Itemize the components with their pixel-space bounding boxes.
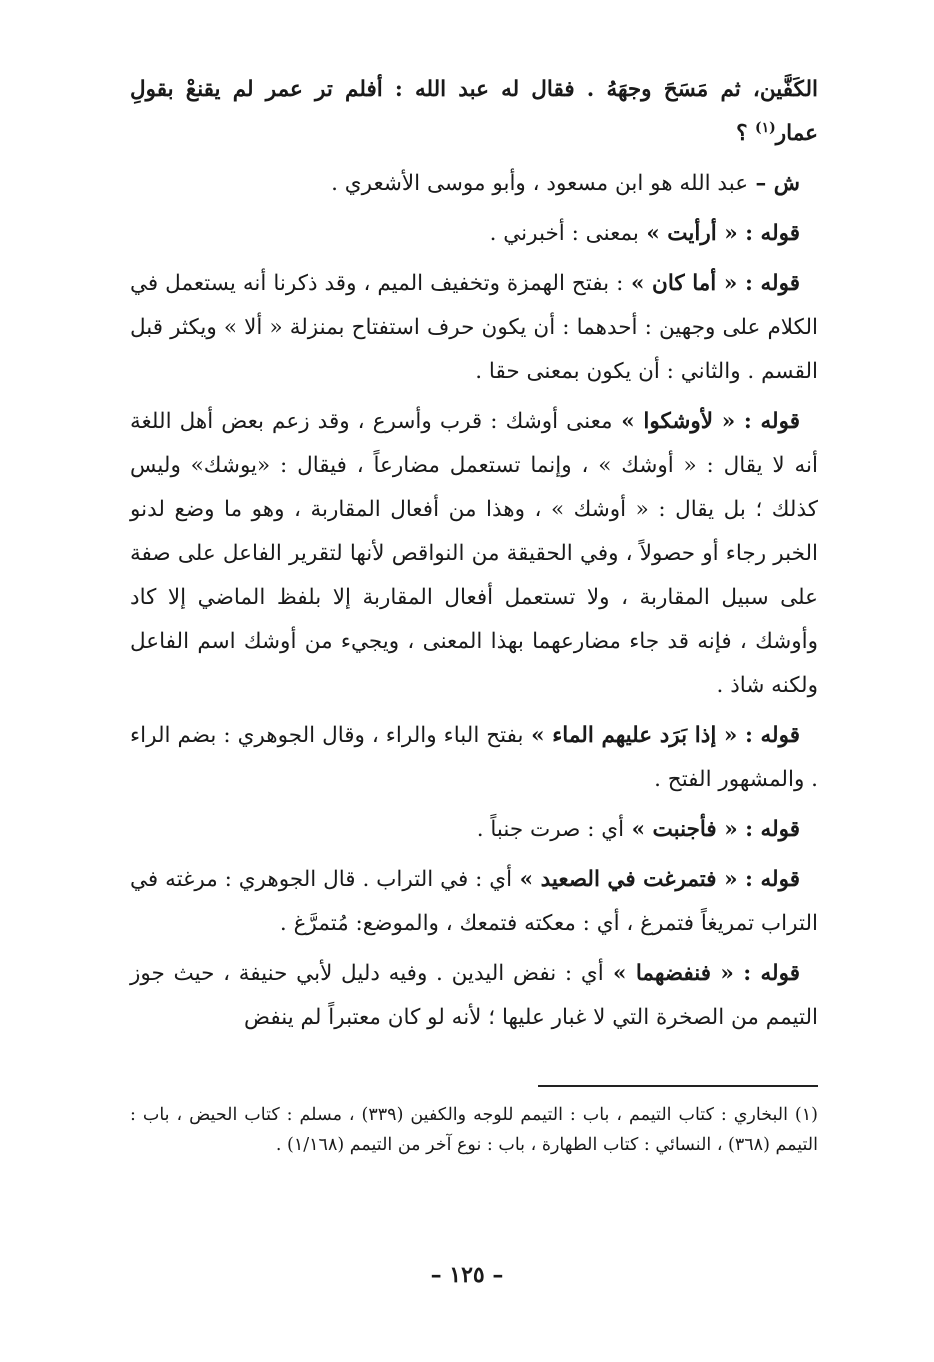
footnote-1: (١) البخاري : كتاب التيمم ، باب : التيمم للوجه والكفين (٣٣٩) ، مسلم : كتاب الحيض ، باب : التيمم (٣٦٨) ، النسائي : كتاب الطهارة ، باب : نوع آخر من التيمم (١/١٦٨) . <box>130 1105 818 1155</box>
paragraph-6-text: بفتح الباء والراء ، وقال الجوهري : بضم الراء . والمشهور الفتح . <box>130 723 818 792</box>
paragraph-2-text: عبد الله هو ابن مسعود ، وأبو موسى الأشعري . <box>331 171 749 196</box>
paragraph-9-lead: قوله : « فنفضهما » <box>603 961 800 986</box>
paragraph-7 <box>130 808 818 852</box>
paragraph-4-lead: قوله : « أما كان » <box>623 271 800 296</box>
paragraph-8-text: أي : في التراب . قال الجوهري : مرغته في التراب تمريغاً فتمرغ ، أي : معكته فتمعك ، والموضع: مُتمرَّغ . <box>130 867 818 936</box>
paragraph-1 <box>130 68 818 156</box>
paragraph-7-lead: قوله : « فأجنبت » <box>624 817 800 842</box>
paragraph-3-text: بمعنى : أخبرني . <box>489 221 639 246</box>
paragraph-1-text: الكَفَّين، ثم مَسَحَ وجهَهُ . فقال له عبد الله : أفلم تر عمر لم يقنعْ بقولِ عمار <box>130 77 818 146</box>
paragraph-4-text: : بفتح الهمزة وتخفيف الميم ، وقد ذكرنا أنه يستعمل في الكلام على وجهين : أحدهما : أن يكون حرف استفتاح بمنزلة « ألا » ويكثر قبل القسم . والثاني : أن يكون بمعنى حقا . <box>130 271 818 384</box>
paragraph-8-lead: قوله : « فتمرغت في الصعيد » <box>512 867 800 892</box>
main-text <box>130 68 818 1040</box>
paragraph-5 <box>130 400 818 708</box>
paragraph-2 <box>130 162 818 206</box>
footnotes <box>130 1100 818 1160</box>
paragraph-1-tail: ؟ <box>736 121 756 146</box>
paragraph-5-text: معنى أوشك : قرب وأسرع ، وقد زعم بعض أهل اللغة أنه لا يقال : « أوشك » ، وإنما تستعمل مضارعاً ، فيقال : «يوشك» وليس كذلك ؛ بل يقال : « أوشك » ، وهذا من أفعال المقاربة ، وهو ما وضع لدنو الخبر رجاء أو حصولاً ، وفي الحقيقة من النواقص لأنها لتقرير الفاعل على صفة على سبيل المقاربة ، ولا تستعمل أفعال المقاربة إلا بلفظ الماضي إلا كاد وأوشك ، فإنه قد جاء مضارعهما بهذا المعنى ، ويجيء من أوشك اسم الفاعل ولكنه شاذ . <box>130 409 818 698</box>
paragraph-6-lead: قوله : « إذا بَرَد عليهم الماء » <box>523 723 800 748</box>
paragraph-7-text: أي : صرت جنباً . <box>476 817 625 842</box>
paragraph-2-lead: ش – <box>748 171 800 196</box>
footnote-reference: (١) <box>755 119 776 136</box>
paragraph-3 <box>130 212 818 256</box>
paragraph-6 <box>130 714 818 802</box>
footnote-separator <box>538 1085 818 1087</box>
page-number: – ١٢٥ – <box>430 1262 504 1288</box>
paragraph-9-text: أي : نفض اليدين . وفيه دليل لأبي حنيفة ، حيث جوز التيمم من الصخرة التي لا غبار عليها ؛ لأنه لو كان معتبراً لم ينفض <box>130 961 818 1030</box>
paragraph-4 <box>130 262 818 394</box>
paragraph-5-lead: قوله : « لأوشكوا » <box>612 409 800 434</box>
paragraph-3-lead: قوله : « أرأيت » <box>638 221 800 246</box>
paragraph-8 <box>130 858 818 946</box>
paragraph-9 <box>130 952 818 1040</box>
